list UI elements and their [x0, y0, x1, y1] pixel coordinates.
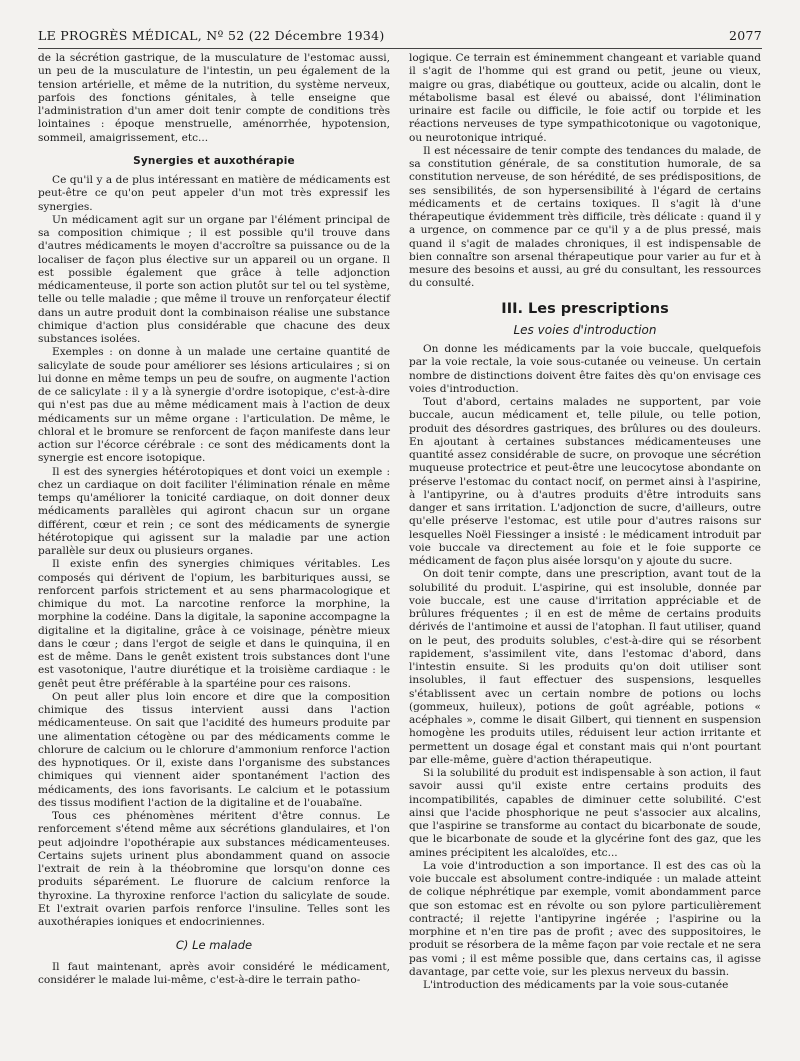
left-column [38, 52, 390, 987]
paragraph: Ce qu'il y a de plus intéressant en matière de médicaments est peut-être ce qu'on peut appeler d'un mot très expressif les synergies. [38, 174, 390, 213]
paragraph: de la sécrétion gastrique, de la musculature de l'estomac aussi, un peu de la musculature de l'intestin, un peu également de la tension artérielle, et même de la nutrition, du système nerveux, parfois des fonctions génitales, à telle enseigne que l'administration d'un amer doit tenir compte de conditions très lointaines : époque menstruelle, aménorrhée, hypotension, sommeil, amaigrissement, etc... [38, 52, 390, 144]
paragraph: Exemples : on donne à un malade une certaine quantité de salicylate de soude pour améliorer ses lésions articulaires ; si on lui donne en même temps un peu de soufre, on augmente l'action de ce salicylate : il y a là synergie d'ordre isotopique, c'est-à-dire qui n'est pas due au même médicament mais à l'action de deux médicaments sur un même organe : l'articulation. De même, le chloral et le bromure se renforcent de façon manifeste dans leur action sur l'écorce cérébrale : ce sont des médicaments dont la synergie est encore isotopique. [38, 346, 390, 465]
section-heading-synergies: Synergies et auxothérapie [133, 154, 295, 167]
paragraph: Il est des synergies hétérotopiques et dont voici un exemple : chez un cardiaque on doit faciliter l'élimination rénale en même temps qu'améliorer la tonicité cardiaque, on doit donner deux médicaments parallèles qui agiront chacun sur un organe différent, cœur et rein ; ce sont des médicaments de synergie hétérotopique qui agissent sur la maladie par une action parallèle sur deux ou plusieurs organes. [38, 465, 390, 557]
paragraph: Si la solubilité du produit est indispensable à son action, il faut savoir aussi qu'il existe entre certains produits des incompatibilités, capables de diminuer cette solubilité. C'est ainsi que l'acide phosphorique ne peut s'associer aux alcalins, que l'aspirine se transforme au contact du bicarbonate de soude, que le bicarbonate de soude et la glycérine font des gaz, que les amines précipitent les alcaloïdes, etc... [409, 767, 761, 859]
paragraph: Tous ces phénomènes méritent d'être connus. Le renforcement s'étend même aux sécrétions glandulaires, et l'on peut adjoindre l'opothérapie aux substances médicamenteuses. Certains sujets urinent plus abondamment quand on associe l'extrait de rein à la théobromine que lorsqu'on donne ces produits séparément. Le fluorure de calcium renforce la thyroxine. La thyroxine renforce l'action du salicylate de soude. Et l'extrait ovarien parfois renforce l'insuline. Telles sont les auxothérapies ioniques et endocriniennes. [38, 810, 390, 928]
paragraph: On doit tenir compte, dans une prescription, avant tout de la solubilité du produit. L'aspirine, qui est insoluble, donnée par voie buccale, est une cause d'irritation appréciable et de brûlures fréquentes ; il en est de même de certains produits dérivés de l'antimoine et aussi de l'atophan. Il faut utiliser, quand on le peut, des produits solubles, c'est-à-dire qui se résorbent rapidement, s'assimilent vite, dans l'estomac d'abord, dans l'intestin ensuite. Si les produits qu'on doit utiliser sont insolubles, il faut effectuer des suspensions, lesquelles s'établissent avec un certain nombre de potions ou lochs (gommeux, huileux), potions de goût agréable, potions « acéphales », comme le disait Gilbert, qui tiennent en suspension homogène les produits utiles, réduisent leur action irritante et permettent un dosage égal et constant mais qui n'ont pourtant par elle-même, guère d'action thérapeutique. [409, 568, 761, 766]
subheading-voies-introduction: Les voies d'introduction [513, 322, 657, 337]
paragraph: Il est nécessaire de tenir compte des tendances du malade, de sa constitution générale, de sa constitution humorale, de sa constitution nerveuse, de son hérédité, de ses prédispositions, de ses sensibilités, de son hypersensibilité à l'égard de certains médicaments et de certains toxiques. Il s'agit là d'une thérapeutique évidemment très difficile, très délicate : quand il y a urgence, on commence par ce qu'il y a de plus pressé, mais quand il s'agit de malades chroniques, il est indispensable de bien connaître son arsenal thérapeutique pour varier au fur et à mesure des besoins et aussi, au gré du consultant, les ressources du consulté. [409, 144, 761, 290]
paragraph: Il faut maintenant, après avoir considéré le médicament, considérer le malade lui-même, c'est-à-dire le terrain patho- [38, 960, 390, 986]
section-heading-le-malade: C) Le malade [175, 938, 253, 953]
right-column [409, 52, 761, 992]
page-number: 2077 [728, 28, 762, 43]
running-header [38, 28, 762, 49]
paragraph: Un médicament agit sur un organe par l'élément principal de sa composition chimique ; il est possible qu'il trouve dans d'autres médicaments le moyen d'accroître sa puissance ou de la localiser de façon plus élective sur un appareil ou un organe. Il est possible également que grâce à telle adjonction médicamenteuse, il porte son action plutôt sur tel ou tel système, telle ou telle maladie ; que même il trouve un renforçateur électif dans un autre produit dont la combinaison réalise une substance chimique d'action plus considérable que chacune des deux substances isolées. [38, 213, 390, 345]
paragraph: Il existe enfin des synergies chimiques véritables. Les composés qui dérivent de l'opium, les barbituriques aussi, se renforcent parfois strictement et au sens pharmacologique et chimique du mot. La narcotine renforce la morphine, la morphine la codéine. Dans la digitale, la saponine accompagne la digitaline et la digitaline, grâce à ce voisinage, pénètre mieux dans le cœur ; dans l'ergot de seigle et dans le quinquina, il en est de même. Dans le genêt existent trois substances dont l'une est vasotonique, l'autre diurétique et la troisième cardiaque : le genêt peut être préférable à la spartéine pour ces raisons. [38, 558, 390, 690]
paragraph: Tout d'abord, certains malades ne supportent, par voie buccale, aucun médicament et, telle pilule, ou telle potion, produit des désordres gastriques, des brûlures ou des douleurs. En ajoutant à certaines substances médicamenteuses une quantité assez considérable de sucre, on provoque une sécrétion muqueuse protectrice et peut-être une leucocytose abondante on préserve l'estomac du contact nocif, on permet ainsi à l'aspirine, à l'antipyrine, ou à d'autres produits d'être introduits sans danger et sans irritation. L'adjonction de sucre, d'ailleurs, outre qu'elle préserve l'estomac, est utile pour d'autres raisons sur lesquelles Noël Fiessinger a insisté : le médicament introduit par voie buccale va directement au foie et le foie supporte ce médicament de façon plus aisée lorsqu'on y ajoute du sucre. [409, 396, 761, 567]
paragraph: logique. Ce terrain est éminemment changeant et variable quand il s'agit de l'homme qui est grand ou petit, jeune ou vieux, maigre ou gras, diabétique ou goutteux, acide ou alcalin, dont le métabolisme basal est élevé ou abaissé, dont l'élimination urinaire est facile ou difficile, le foie actif ou torpide et les réactions nerveuses de type sympathicotonique ou vagotonique, ou neurotonique intriqué. [409, 52, 761, 144]
journal-title: LE PROGRÈS MÉDICAL, Nº 52 (22 Décembre 1934) [38, 28, 385, 43]
paragraph: L'introduction des médicaments par la voie sous-cutanée [423, 979, 729, 991]
section-heading-prescriptions: III. Les prescriptions [501, 300, 669, 317]
paragraph: On donne les médicaments par la voie buccale, quelquefois par la voie rectale, la voie sous-cutanée ou veineuse. Un certain nombre de distinctions doivent être faites dès qu'on envisage ces voies d'introduction. [409, 343, 761, 395]
paragraph: On peut aller plus loin encore et dire que la composition chimique des tissus intervient aussi dans l'action médicamenteuse. On sait que l'acidité des humeurs produite par une alimentation cétogène ou par des médicaments comme le chlorure de calcium ou le chlorure d'ammonium renforce l'action des hypnotiques. Or il, existe dans l'organisme des substances chimiques qui viennent aider spontanément l'action des médicaments, des ions favorisants. Le calcium et le potassium des tissus modifient l'action de la digitaline et de l'ouabaïne. [38, 690, 390, 809]
paragraph: La voie d'introduction a son importance. Il est des cas où la voie buccale est absolument contre-indiquée : un malade atteint de colique néphrétique par exemple, vomit abondamment parce que son estomac est en révolte ou son pylore particulièrement contracté; il rejette l'antipyrine ingérée ; l'aspirine ou la morphine et n'en tire pas de profit ; avec des suppositoires, le produit se résorbera de la même façon par voie rectale et ne sera pas vomi ; il est même possible que, dans certains cas, il agisse davantage, par cette voie, sur les plexus nerveux du bassin. [409, 859, 761, 978]
